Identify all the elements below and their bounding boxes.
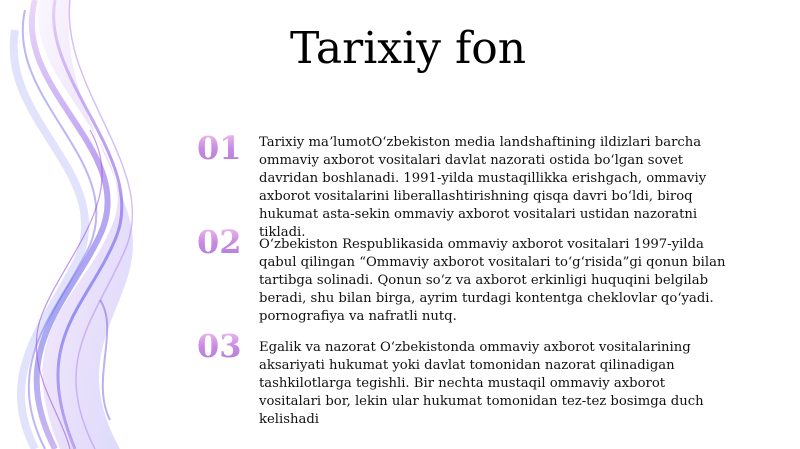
slide-title: Tarixiy fon (290, 23, 527, 74)
item-number-01: 01 (197, 130, 247, 166)
item-text-03: Egalik va nazorat Oʻzbekistonda ommaviy axborot vositalarining aksariyati hukumat yoki davlat tomonidan nazorat qilinadigan tashkilotlarga tegishli. Bir nechta mustaqil ommaviy axborot vositalari bor, lekin ular hukumat tomonidan tez-tez bosimga duch kelishadi (259, 340, 704, 427)
item-text-02: Oʻzbekiston Respublikasida ommaviy axborot vositalari 1997-yilda qabul qilingan “Ommaviy axborot vositalari toʻgʻrisida”gi qonun bilan tartibga solinadi. Qonun soʻz va axborot erkinligi huquqini belgilab beradi, shu bilan birga, ayrim turdagi kontentga cheklovlar qoʻyadi. pornografiya va nafratli nutq. (259, 237, 726, 324)
item-text-01: Tarixiy maʼlumotOʻzbekiston media landshaftining ildizlari barcha ommaviy axborot vositalari davlat nazorati ostida boʻlgan sovet davridan boshlanadi. 1991-yilda mustaqillikka erishgach, ommaviy axborot vositalarini liberallashtirishning qisqa davri boʻldi, biroq hukumat asta-sekin ommaviy axborot vositalari ustidan nazoratni tikladi. (259, 135, 707, 240)
item-number-02: 02 (197, 224, 247, 260)
smoke-wave-decoration (0, 0, 160, 449)
item-number-03: 03 (197, 328, 247, 364)
